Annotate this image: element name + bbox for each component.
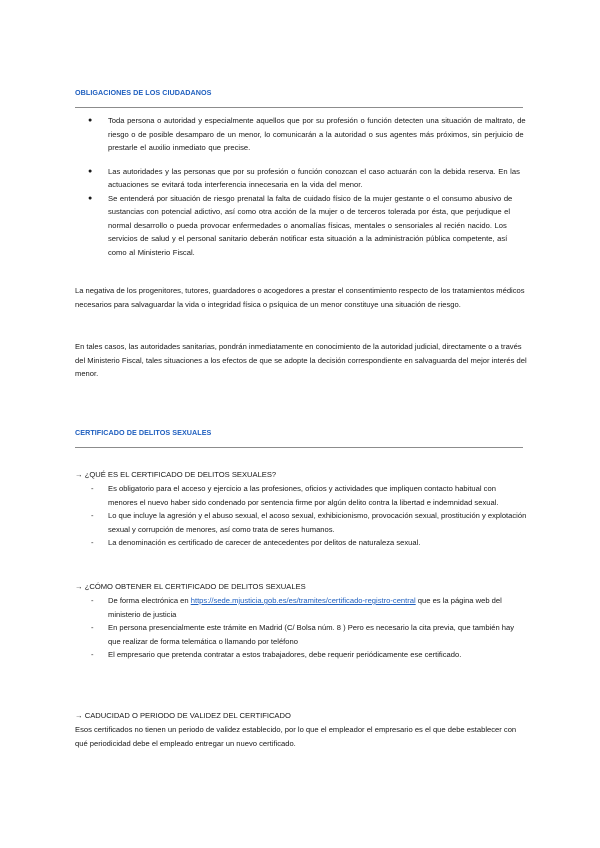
question-caducidad: → CADUCIDAD O PERIODO DE VALIDEZ DEL CERTIFICADO [75,711,291,720]
paragraph-negativa: La negativa de los progenitores, tutores, guardadores o acogedores a prestar el consentimiento respecto de los tratamientos médicos necesarios para salvaguardar la vida o integridad física o psíquica de un menor constituye una situación de riesgo. [75,286,525,309]
list-item: - Lo que incluye la agresión y el abuso sexual, el acoso sexual, exhibicionismo, provocación sexual, prostitución y explotación sexual y corrupción de menores, así como trata de seres humanos. [91,511,527,534]
question-como-obtener: → ¿CÓMO OBTENER EL CERTIFICADO DE DELITOS SEXUALES [75,582,306,591]
certificado-link[interactable]: https://sede.mjusticia.gob.es/es/tramites/certificado-registro-central [190,596,416,605]
list-item: ● Toda persona o autoridad y especialmente aquellos que por su profesión o función detecten una situación de maltrato, de riesgo o de posible desamparo de un menor, lo comunicarán a la autoridad o sus agentes más próximos, sin perjuicio de prestarle el auxilio inmediato que precise. [88,116,526,152]
list-item: ● Se entenderá por situación de riesgo prenatal la falta de cuidado físico de la mujer gestante o el consumo abusivo de sustancias con potencial adictivo, así como otra acción de la mujer o de terceros tolerada por ésta, que perjudique el normal desarrollo o pueda provocar enfermedades o anomalías físicas, mentales o sensoriales al recién nacido. Los servicios de salud y el personal sanitario deberán notificar esta situación a la administración pública competente, así como al Ministerio Fiscal. [88,193,513,257]
list-spacer [75,155,527,165]
question-que-es: → ¿QUÉ ES EL CERTIFICADO DE DELITOS SEXUALES? [75,470,277,479]
heading-rule [75,447,523,448]
list-item: - En persona presencialmente este trámite en Madrid (C/ Bolsa núm. 8 ) Pero es necesario la cita previa, que también hay que realizar de forma telemática o llamando por teléfono [91,623,515,646]
dash-icon: - [91,538,94,547]
list-item: ● Las autoridades y las personas que por su profesión o función conozcan el caso actuarán con la debida reserva. En las actuaciones se evitará toda interferencia innecesaria en la vida del menor. [88,166,520,189]
dash-icon: - [91,511,94,520]
paragraph-caducidad: Esos certificados no tienen un periodo de validez establecido, por lo que el empleador el empresario es el que debe establecer con qué periodicidad debe el empleado entregar un nuevo certificado. [75,725,517,748]
dash-icon: - [91,596,94,605]
como-obtener-list [75,594,527,662]
section-heading-certificado: CERTIFICADO DE DELITOS SEXUALES [75,428,212,437]
dash-icon: - [91,623,94,632]
dash-icon: - [91,650,94,659]
list-item: - De forma electrónica en https://sede.mjusticia.gob.es/es/tramites/certificado-registro-central que es la página web del ministerio de justicia [91,596,502,619]
obligations-list [75,114,527,259]
list-item: - La denominación es certificado de carecer de antecedentes por delitos de naturaleza sexual. [75,536,527,550]
bullet-icon: ● [88,167,93,175]
section-heading-obligaciones: OBLIGACIONES DE LOS CIUDADANOS [75,88,212,97]
dash-icon: - [91,484,94,493]
bullet-icon: ● [88,117,93,124]
list-item: - El empresario que pretenda contratar a estos trabajadores, debe requerir periódicamente ese certificado. [75,648,527,662]
paragraph-tales-casos: En tales casos, las autoridades sanitarias, pondrán inmediatamente en conocimiento de la autoridad judicial, directamente o a través del Ministerio Fiscal, tales situaciones a los efectos de que se adopte la decisión correspondiente en salvaguarda del mejor interés del menor. [75,342,527,378]
bullet-icon: ● [88,194,93,202]
list-item: - Es obligatorio para el acceso y ejercicio a las profesiones, oficios y actividades que impliquen contacto habitual con menores el nuevo haber sido condenado por sentencia firme por algún delito contra la libertad e indemnidad sexual. [91,484,499,507]
heading-rule [75,107,523,108]
que-es-list [75,482,527,550]
